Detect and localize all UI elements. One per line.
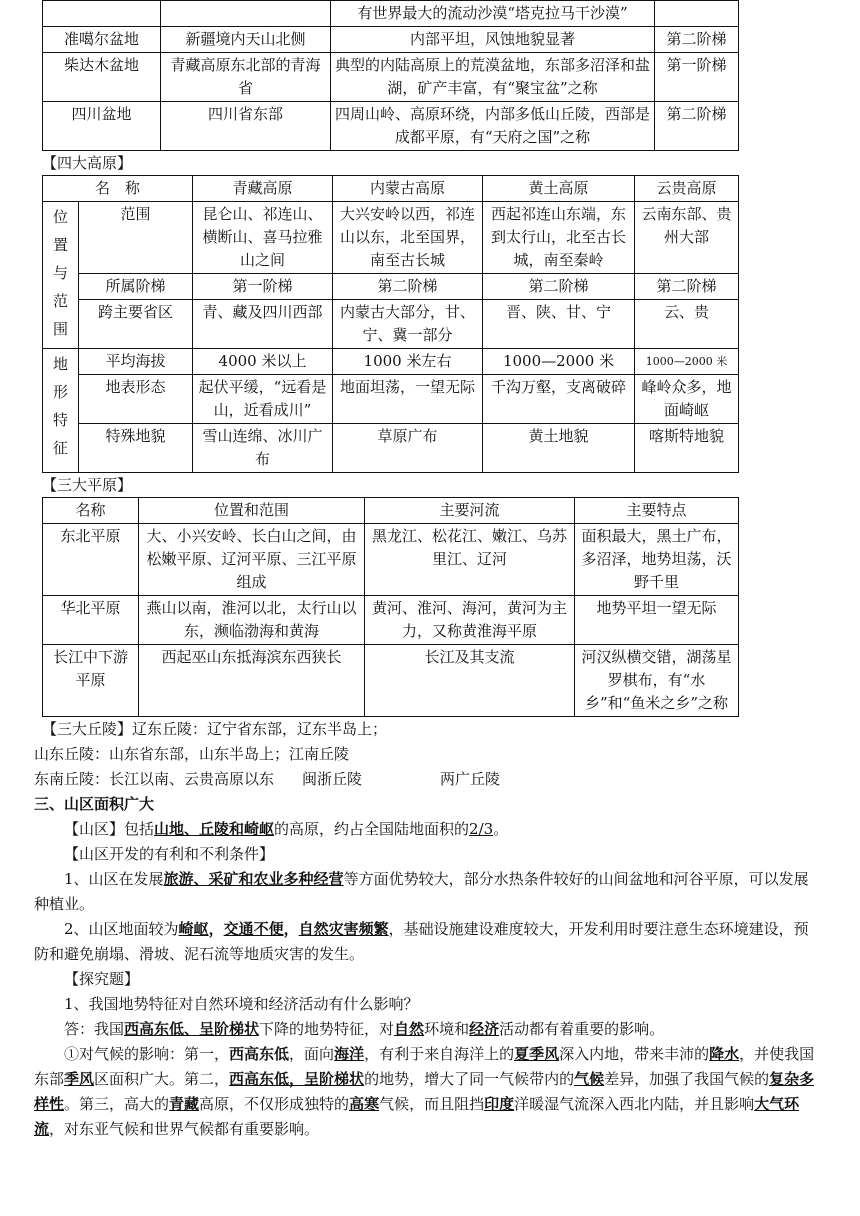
plain-features: 地势平坦一望无际 bbox=[575, 596, 739, 645]
plain-range: 西起巫山东抵海滨东西狭长 bbox=[139, 645, 365, 717]
plateau-cell: 大兴安岭以西，祁连山以东，北至国界，南至古长城 bbox=[333, 202, 483, 274]
plateau-cell: 雪山连绵、冰川广布 bbox=[193, 424, 333, 473]
plateau-row-label: 特殊地貌 bbox=[79, 424, 193, 473]
basin-location: 新疆境内天山北侧 bbox=[161, 27, 331, 53]
plateau-cell: 1000 米左右 bbox=[333, 349, 483, 375]
plain-row bbox=[43, 596, 739, 645]
plateau-cell: 千沟万壑，支离破碎 bbox=[483, 375, 635, 424]
basin-feature: 四周山岭、高原环绕，内部多低山丘陵，西部是成都平原，有“天府之国”之称 bbox=[331, 102, 655, 151]
plateau-name: 青藏高原 bbox=[193, 176, 333, 202]
plateau-cell: 青、藏及四川西部 bbox=[193, 300, 333, 349]
plains-heading: 【三大平原】 bbox=[42, 476, 133, 494]
plains-header: 主要河流 bbox=[365, 498, 575, 524]
paragraph: 1、我国地势特征对自然环境和经济活动有什么影响？ bbox=[64, 995, 419, 1013]
plateau-cell: 第二阶梯 bbox=[635, 274, 739, 300]
basin-step bbox=[655, 1, 739, 27]
plains-header: 名称 bbox=[43, 498, 139, 524]
basin-location: 四川省东部 bbox=[161, 102, 331, 151]
basins-table bbox=[42, 0, 739, 151]
plateaus-header-name: 名 称 bbox=[43, 176, 193, 202]
basin-step: 第二阶梯 bbox=[655, 102, 739, 151]
plateau-cell: 草原广布 bbox=[333, 424, 483, 473]
plateau-cell: 云、贵 bbox=[635, 300, 739, 349]
basin-feature: 有世界最大的流动沙漠“塔克拉马干沙漠” bbox=[331, 1, 655, 27]
plateau-row-label: 范围 bbox=[79, 202, 193, 274]
basin-row bbox=[43, 27, 739, 53]
paragraph: ①对气候的影响：第一，西高东低，面向海洋，有利于来自海洋上的夏季风深入内地，带来丰沛的降水，并使我国东部季风区面积广大。第二，西高东低，呈阶梯状的地势，增大了同一气候带内的气候差异，加强了我国气候的复杂多样性。第三，高大的青藏高原，不仅形成独特的高寒气候，而且阻挡印度洋暖湿气流深入西北内陆，并且影响大气环流，对东亚气候和世界气候都有重要影响。 bbox=[34, 1045, 815, 1138]
paragraph: 【山区】包括山地、丘陵和崎岖的高原，约占全国陆地面积的2/3。 bbox=[64, 820, 509, 838]
paragraph: 2、山区地面较为崎岖，交通不便，自然灾害频繁，基础设施建设难度较大，开发利用时要注意生态环境建设，预防和避免崩塌、滑坡、泥石流等地质灾害的发生。 bbox=[34, 920, 809, 963]
plains-header-row bbox=[43, 498, 739, 524]
basin-step: 第二阶梯 bbox=[655, 27, 739, 53]
basin-location: 青藏高原东北部的青海省 bbox=[161, 53, 331, 102]
plateau-cell: 1000—2000 米 bbox=[483, 349, 635, 375]
plateau-cell: 1000—2000 米 bbox=[635, 349, 739, 375]
plateau-cell: 西起祁连山东端，东到太行山，北至古长城，南至秦岭 bbox=[483, 202, 635, 274]
hills-text: 东南丘陵：长江以南、云贵高原以东 bbox=[34, 770, 275, 788]
plateau-cell: 地面坦荡，一望无际 bbox=[333, 375, 483, 424]
plateau-row bbox=[43, 274, 739, 300]
basin-row bbox=[43, 102, 739, 151]
basin-name: 四川盆地 bbox=[43, 102, 161, 151]
plateau-row-label: 跨主要省区 bbox=[79, 300, 193, 349]
plateau-cell: 4000 米以上 bbox=[193, 349, 333, 375]
plain-name: 东北平原 bbox=[43, 524, 139, 596]
paragraph: 【探究题】 bbox=[64, 970, 140, 988]
basin-name bbox=[43, 1, 161, 27]
plateau-cell: 喀斯特地貌 bbox=[635, 424, 739, 473]
plateau-group-label: 地形特征 bbox=[43, 349, 79, 473]
plateau-cell: 黄土地貌 bbox=[483, 424, 635, 473]
hills-line bbox=[34, 767, 822, 792]
plain-features: 面积最大，黑土广布，多沼泽，地势坦荡，沃野千里 bbox=[575, 524, 739, 596]
basin-row bbox=[43, 1, 739, 27]
hills-line: 山东丘陵：山东省东部，山东半岛上；江南丘陵 bbox=[34, 745, 350, 763]
plateau-cell: 第一阶梯 bbox=[193, 274, 333, 300]
basin-row bbox=[43, 53, 739, 102]
plateau-row bbox=[43, 202, 739, 274]
plain-range: 大、小兴安岭、长白山之间，由松嫩平原、辽河平原、三江平原组成 bbox=[139, 524, 365, 596]
plateau-cell: 峰岭众多，地面崎岖 bbox=[635, 375, 739, 424]
hills-text: 闽浙丘陵 bbox=[302, 770, 363, 788]
document-page bbox=[34, 0, 822, 1142]
basin-feature: 典型的内陆高原上的荒漠盆地，东部多沼泽和盐湖，矿产丰富，有“聚宝盆”之称 bbox=[331, 53, 655, 102]
plain-rivers: 黄河、淮河、海河，黄河为主力，又称黄淮海平原 bbox=[365, 596, 575, 645]
plain-name: 长江中下游平原 bbox=[43, 645, 139, 717]
plateau-cell: 内蒙古大部分，甘、宁、冀一部分 bbox=[333, 300, 483, 349]
paragraph: 答：我国西高东低、呈阶梯状下降的地势特征，对自然环境和经济活动都有着重要的影响。 bbox=[64, 1020, 665, 1038]
plateau-cell: 晋、陕、甘、宁 bbox=[483, 300, 635, 349]
plain-name: 华北平原 bbox=[43, 596, 139, 645]
plain-row bbox=[43, 524, 739, 596]
plateau-cell: 昆仑山、祁连山、横断山、喜马拉雅山之间 bbox=[193, 202, 333, 274]
plains-header: 位置和范围 bbox=[139, 498, 365, 524]
plateaus-header-row bbox=[43, 176, 739, 202]
plains-table bbox=[42, 497, 739, 717]
plain-features: 河汉纵横交错，湖荡星罗棋布，有“水乡”和“鱼米之乡”之称 bbox=[575, 645, 739, 717]
plain-rivers: 黑龙江、松花江、嫩江、乌苏里江、辽河 bbox=[365, 524, 575, 596]
plateau-cell: 第二阶梯 bbox=[333, 274, 483, 300]
plateaus-table bbox=[42, 175, 739, 473]
paragraph: 1、山区在发展旅游、采矿和农业多种经营等方面优势较大，部分水热条件较好的山间盆地和河谷平原，可以发展种植业。 bbox=[34, 870, 809, 913]
plateau-name: 云贵高原 bbox=[635, 176, 739, 202]
hills-line: 【三大丘陵】辽东丘陵：辽宁省东部，辽东半岛上； bbox=[42, 720, 388, 738]
plateau-row-label: 平均海拔 bbox=[79, 349, 193, 375]
hills-text: 两广丘陵 bbox=[440, 770, 501, 788]
basin-feature: 内部平坦，风蚀地貌显著 bbox=[331, 27, 655, 53]
basin-location bbox=[161, 1, 331, 27]
plateau-row bbox=[43, 424, 739, 473]
plateau-row bbox=[43, 300, 739, 349]
plateau-name: 内蒙古高原 bbox=[333, 176, 483, 202]
plateau-row bbox=[43, 375, 739, 424]
plain-row bbox=[43, 645, 739, 717]
basin-name: 柴达木盆地 bbox=[43, 53, 161, 102]
basin-step: 第一阶梯 bbox=[655, 53, 739, 102]
plateau-name: 黄土高原 bbox=[483, 176, 635, 202]
plain-rivers: 长江及其支流 bbox=[365, 645, 575, 717]
plateaus-heading: 【四大高原】 bbox=[42, 154, 133, 172]
plateau-cell: 云南东部、贵州大部 bbox=[635, 202, 739, 274]
plateau-group-label: 位置与范围 bbox=[43, 202, 79, 349]
section-title: 三、山区面积广大 bbox=[34, 795, 155, 813]
plateau-row-label: 所属阶梯 bbox=[79, 274, 193, 300]
plateau-cell: 第二阶梯 bbox=[483, 274, 635, 300]
plateau-row-label: 地表形态 bbox=[79, 375, 193, 424]
basin-name: 准噶尔盆地 bbox=[43, 27, 161, 53]
hills-section bbox=[34, 717, 822, 1142]
plateau-cell: 起伏平缓，“远看是山，近看成川” bbox=[193, 375, 333, 424]
plain-range: 燕山以南，淮河以北，太行山以东，濒临渤海和黄海 bbox=[139, 596, 365, 645]
plains-header: 主要特点 bbox=[575, 498, 739, 524]
plateau-row bbox=[43, 349, 739, 375]
paragraph: 【山区开发的有利和不利条件】 bbox=[64, 845, 275, 863]
